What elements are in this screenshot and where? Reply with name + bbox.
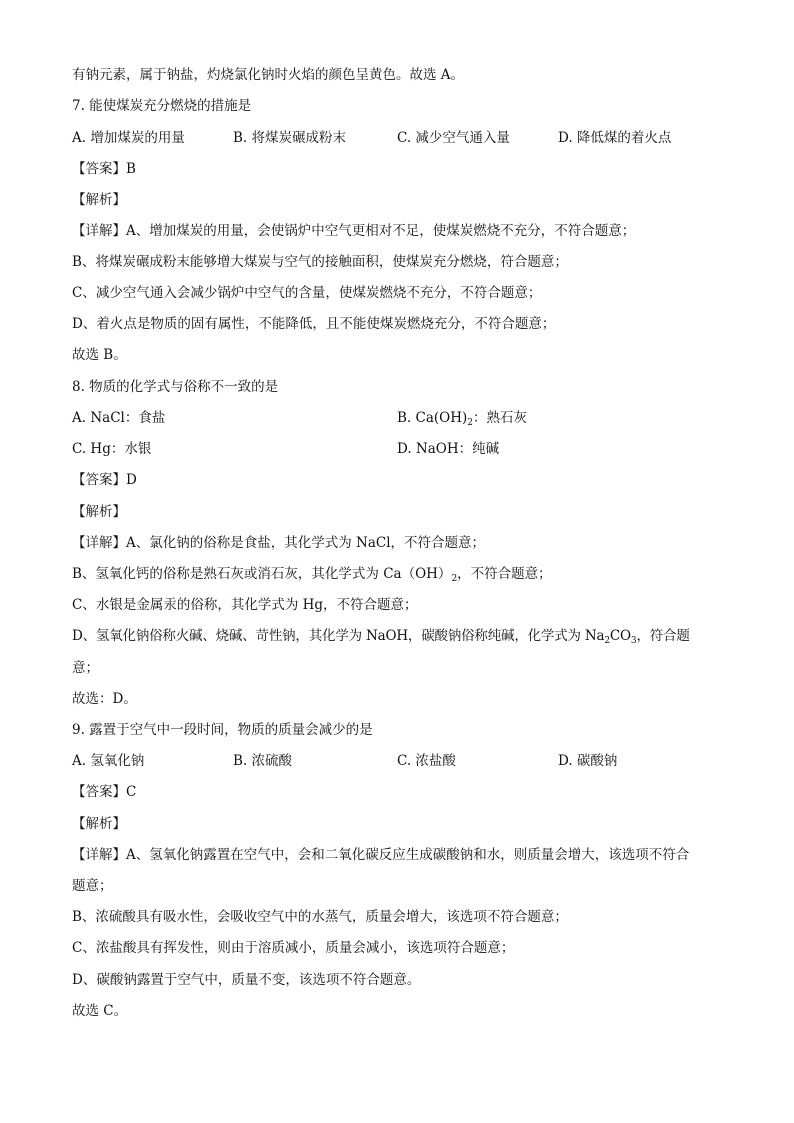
q9-option-d: D. 碳酸钠: [558, 753, 618, 769]
q9-analysis-label: 【解析】: [72, 816, 126, 832]
q8-option-b: B. $Ca(OH)_2$：熟石灰: [397, 410, 527, 428]
q8-detail-line: D、氢氧化钠俗称火碱、烧碱、苛性钠，其化学为 NaOH，碳酸钠俗称纯碱，化学式为 $Na_2CO_3$，符合题: [72, 628, 690, 646]
q7-detail-line: B、将煤炭碾成粉末能够增大煤炭与空气的接触面积，使煤炭充分燃烧，符合题意；: [72, 254, 568, 270]
q9-stem: 9. 露置于空气中一段时间，物质的质量会减少的是: [72, 722, 373, 738]
q7-detail-line: D、着火点是物质的固有属性，不能降低，且不能使煤炭燃烧充分，不符合题意；: [72, 316, 556, 332]
q7-detail-line: C、减少空气通入会减少锅炉中空气的含量，使煤炭燃烧不充分，不符合题意；: [72, 285, 542, 301]
q9-option-c: C. 浓盐酸: [397, 753, 456, 769]
intro-text: 有钠元素，属于钠盐，灼烧氯化钠时火焰的颜色呈黄色。故选 A。: [72, 67, 465, 83]
q8-option-c: C. Hg：水银: [72, 441, 152, 457]
q7-option-a: A. 增加煤炭的用量: [72, 130, 185, 146]
q7-detail-line: 【详解】A、增加煤炭的用量，会使锅炉中空气更相对不足，使煤炭燃烧不充分，不符合题意；: [72, 223, 636, 239]
q8-answer: 【答案】D: [72, 472, 137, 488]
q9-option-b: B. 浓硫酸: [233, 753, 293, 769]
q9-detail-line: 题意；: [72, 878, 113, 894]
q8-detail-line: C、水银是金属汞的俗称，其化学式为 Hg，不符合题意；: [72, 597, 418, 613]
q7-option-b: B. 将煤炭碾成粉末: [233, 130, 347, 146]
q8-detail-line: B、氢氧化钙的俗称是熟石灰或消石灰，其化学式为 $Ca(OH)_2$，不符合题意；: [72, 566, 552, 584]
q9-detail-line: C、浓盐酸具有挥发性，则由于溶质减小，质量会减小，该选项符合题意；: [72, 940, 515, 956]
q9-detail-line: D、碳酸钠露置于空气中，质量不变，该选项不符合题意。: [72, 972, 421, 988]
q7-conclusion: 故选 B。: [72, 347, 127, 363]
q8-analysis-label: 【解析】: [72, 504, 126, 520]
q7-stem: 7. 能使煤炭充分燃烧的措施是: [72, 98, 252, 114]
q8-option-d: D. NaOH：纯碱: [397, 441, 500, 457]
q8-stem: 8. 物质的化学式与俗称不一致的是: [72, 379, 279, 395]
q9-answer: 【答案】C: [72, 784, 137, 800]
q7-answer: 【答案】B: [72, 161, 136, 177]
q8-detail-line: 【详解】A、氯化钠的俗称是食盐，其化学式为 NaCl，不符合题意；: [72, 535, 486, 551]
q7-analysis-label: 【解析】: [72, 192, 126, 208]
q7-option-c: C. 减少空气通入量: [397, 130, 510, 146]
q7-option-d: D. 降低煤的着火点: [558, 130, 672, 146]
q9-detail-line: 【详解】A、氢氧化钠露置在空气中，会和二氧化碳反应生成碳酸钠和水，则质量会增大，该选项不符合: [72, 847, 690, 863]
q8-detail-line: 意；: [72, 660, 99, 676]
q9-option-a: A. 氢氧化钠: [72, 753, 145, 769]
q9-conclusion: 故选 C。: [72, 1003, 128, 1019]
q9-detail-line: B、浓硫酸具有吸水性，会吸收空气中的水蒸气，质量会增大，该选项不符合题意；: [72, 909, 568, 925]
q8-conclusion: 故选：D。: [72, 691, 137, 707]
q8-option-a: A. NaCl：食盐: [72, 410, 166, 426]
